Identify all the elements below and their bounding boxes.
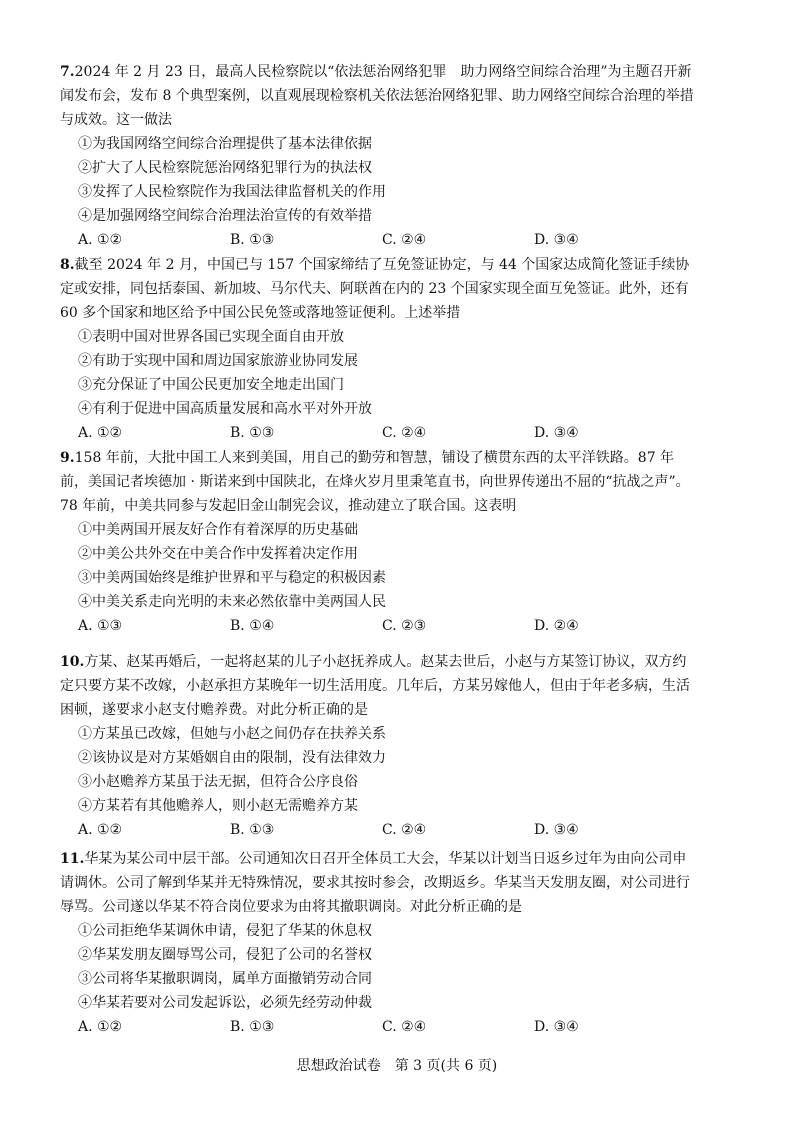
question-8: [60, 253, 700, 445]
answer-choices: [60, 614, 700, 638]
statement-1: ①表明中国对世界各国已实现全面自由开放: [78, 329, 344, 345]
statement-1: ①中美两国开展友好合作有着深厚的历史基础: [78, 522, 358, 538]
statement-3: ③充分保证了中国公民更加安全地走出国门: [78, 377, 344, 393]
statement-4: ④是加强网络空间综合治理法治宣传的有效举措: [78, 208, 372, 224]
statement-2: ②中美公共外交在中美合作中发挥着决定作用: [78, 546, 358, 562]
question-number: 7.: [60, 64, 75, 80]
question-10: [60, 650, 700, 842]
statement-4: ④华某若要对公司发起诉讼，必须先经劳动仲裁: [78, 995, 372, 1011]
choice-c: C. ②③: [382, 618, 427, 634]
choice-d: D. ③④: [534, 232, 579, 248]
question-11: [60, 847, 700, 1039]
question-stem: [60, 60, 700, 132]
choice-b: B. ①④: [230, 618, 275, 634]
statement-3: ③发挥了人民检察院作为我国法律监督机关的作用: [78, 184, 386, 200]
choice-d: D. ③④: [534, 425, 579, 441]
choice-b: B. ①③: [230, 425, 275, 441]
statement-3: ③中美两国始终是维护世界和平与稳定的积极因素: [78, 570, 386, 586]
question-stem: [60, 253, 700, 325]
answer-choices: [60, 818, 700, 842]
choice-a: A. ①②: [78, 232, 123, 248]
choice-b: B. ①③: [230, 822, 275, 838]
statement-2: ②有助于实现中国和周边国家旅游业协同发展: [78, 353, 358, 369]
statement-4: ④有利于促进中国高质量发展和高水平对外开放: [78, 401, 372, 417]
choice-d: D. ③④: [534, 1019, 579, 1035]
statement-4: ④方某若有其他赡养人，则小赵无需赡养方某: [78, 798, 358, 814]
question-text: 方某、赵某再婚后，一起将赵某的儿子小赵抚养成人。赵某去世后，小赵与方某签订协议，双方约定只要方某不改嫁，小赵承担方某晚年一切生活用度。几年后，方某另嫁他人，但由于年老多病，生活困顿，遂要求小赵支付赡养费。对此分析正确的是: [60, 654, 690, 718]
statement-1: ①方某虽已改嫁，但她与小赵之间仍存在扶养关系: [78, 726, 386, 742]
choice-d: D. ③④: [534, 822, 579, 838]
question-9: [60, 446, 700, 638]
choice-d: D. ②④: [534, 618, 579, 634]
choice-a: A. ①③: [78, 618, 123, 634]
page-footer: 思想政治试卷 第 3 页(共 6 页): [296, 1058, 498, 1074]
answer-choices: [60, 1015, 700, 1039]
question-stem: [60, 650, 700, 722]
question-text: 2024 年 2 月 23 日，最高人民检察院以“依法惩治网络犯罪 助力网络空间综合治理”为主题召开新闻发布会，发布 8 个典型案例，以直观展现检察机关依法惩治网络犯罪、助力网络空间综合治理的举措与成效。这一做法: [60, 64, 694, 128]
statement-3: ③小赵赡养方某虽于法无据，但符合公序良俗: [78, 774, 358, 790]
question-text: 截至 2024 年 2 月，中国已与 157 个国家缔结了互免签证协定，与 44 个国家达成简化签证手续协定或安排，同包括泰国、新加坡、马尔代夫、阿联酋在内的 23 个国家实现全面互免签证。此外，还有 60 多个国家和地区给予中国公民免签或落地签证便利。上述举措: [60, 257, 690, 321]
statement-2: ②扩大了人民检察院惩治网络犯罪行为的执法权: [78, 160, 372, 176]
choice-c: C. ②④: [382, 425, 427, 441]
statement-2: ②该协议是对方某婚姻自由的限制，没有法律效力: [78, 750, 386, 766]
question-number: 10.: [60, 654, 85, 670]
choice-c: C. ②④: [382, 822, 427, 838]
answer-choices: [60, 228, 700, 252]
statement-3: ③公司将华某撤职调岗，属单方面撤销劳动合同: [78, 971, 372, 987]
question-text: 华某为某公司中层干部。公司通知次日召开全体员工大会，华某以计划当日返乡过年为由向公司申请调休。公司了解到华某并无特殊情况，要求其按时参会，改期返乡。华某当天发朋友圈，对公司进行辱骂。公司遂以华某不符合岗位要求为由将其撤职调岗。对此分析正确的是: [60, 851, 690, 915]
choice-a: A. ①②: [78, 822, 123, 838]
question-number: 11.: [60, 851, 85, 867]
choice-c: C. ②④: [382, 232, 427, 248]
question-number: 9.: [60, 450, 75, 466]
statement-1: ①公司拒绝华某调休申请，侵犯了华某的休息权: [78, 923, 372, 939]
answer-choices: [60, 421, 700, 445]
choice-a: A. ①②: [78, 1019, 123, 1035]
statement-2: ②华某发朋友圈辱骂公司，侵犯了公司的名誉权: [78, 947, 372, 963]
question-number: 8.: [60, 257, 75, 273]
statement-4: ④中美关系走向光明的未来必然依靠中美两国人民: [78, 594, 386, 610]
question-stem: [60, 847, 700, 919]
question-7: [60, 60, 700, 252]
choice-b: B. ①③: [230, 1019, 275, 1035]
choice-c: C. ②④: [382, 1019, 427, 1035]
statement-1: ①为我国网络空间综合治理提供了基本法律依据: [78, 136, 372, 152]
choice-b: B. ①③: [230, 232, 275, 248]
question-stem: [60, 446, 700, 518]
question-text: 158 年前，大批中国工人来到美国，用自己的勤劳和智慧，铺设了横贯东西的太平洋铁路。87 年前，美国记者埃德加 · 斯诺来到中国陕北，在烽火岁月里秉笔直书，向世界传递出不屈的“抗战之声”。78 年前，中美共同参与发起旧金山制宪会议，推动建立了联合国。这表明: [60, 450, 690, 514]
choice-a: A. ①②: [78, 425, 123, 441]
